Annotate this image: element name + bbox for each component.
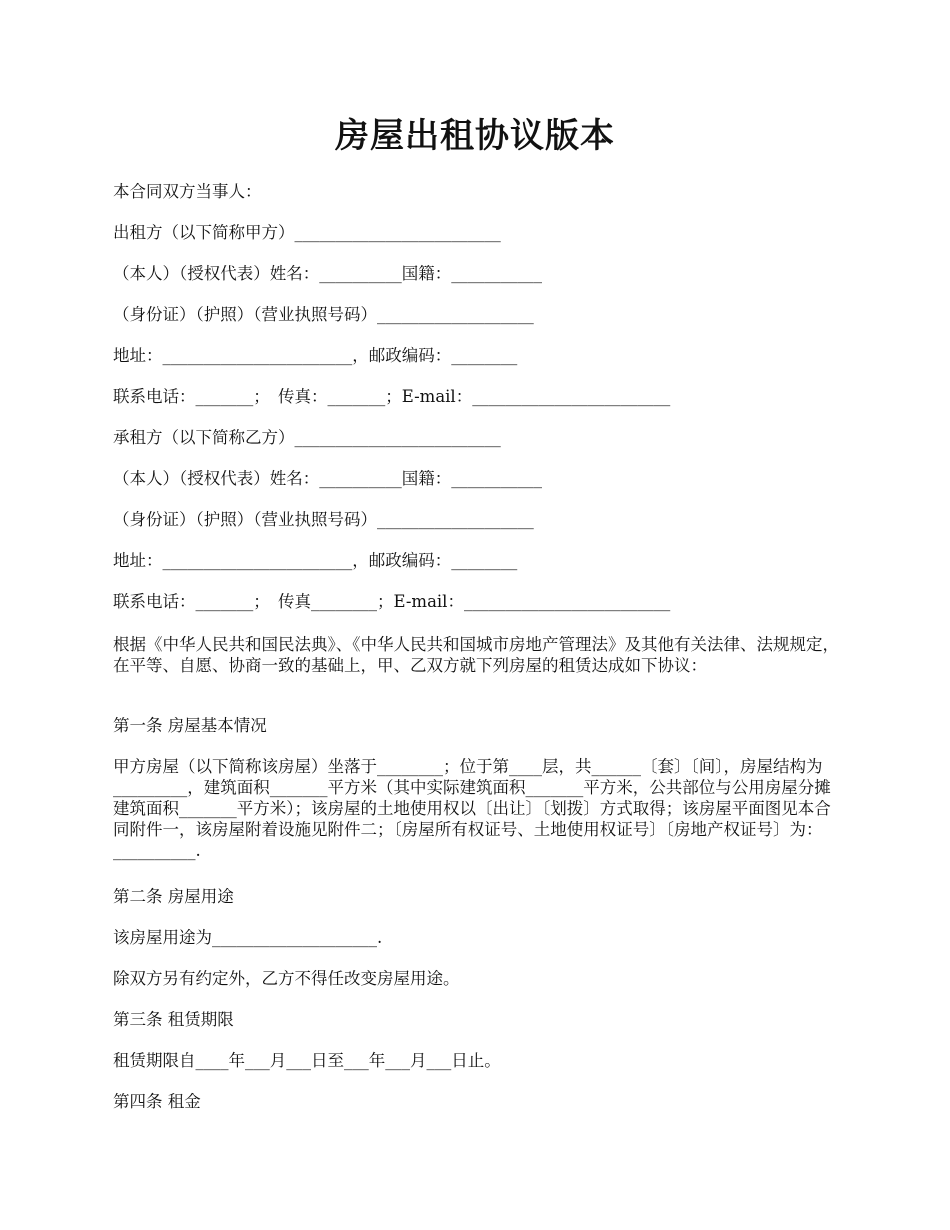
lessee-line: 承租方（以下简称乙方）_________________________ bbox=[113, 428, 501, 447]
lease-term-line: 租赁期限自____年___月___日至___年___月___日止。 bbox=[113, 1051, 501, 1070]
lessor-line: 出租方（以下简称甲方）_________________________ bbox=[113, 223, 501, 242]
lessee-address-line: 地址：_______________________，邮政编码：________ bbox=[113, 551, 518, 570]
lessor-id-line: （身份证）（护照）（营业执照号码）___________________ bbox=[113, 305, 534, 324]
article-1-heading: 第一条 房屋基本情况 bbox=[113, 716, 267, 735]
article-1-paragraph: 甲方房屋（以下简称该房屋）坐落于________；位于第____层，共______〔套〕〔间〕，房屋结构为_________，建筑面积_______平方米（其中实际建筑面积_______平方米，公共部位与公用房屋分摊建筑面积_______平方米）；该房屋的土地使用权以〔出让〕〔划拨〕方式取得；该房屋平面图见本合同附件一，该房屋附着设施见附件二；〔房屋所有权证号、土地使用权证号〕〔房地产权证号〕为：__________. bbox=[113, 757, 831, 860]
article-3-heading: 第三条 租赁期限 bbox=[113, 1010, 234, 1029]
usage-restriction-line: 除双方另有约定外，乙方不得任改变房屋用途。 bbox=[113, 969, 460, 988]
legal-basis-paragraph: 根据《中华人民共和国民法典》、《中华人民共和国城市房地产管理法》及其他有关法律、法规规定，在平等、自愿、协商一致的基础上，甲、乙双方就下列房屋的租赁达成如下协议： bbox=[113, 635, 839, 675]
parties-intro: 本合同双方当事人： bbox=[113, 182, 262, 201]
document-title: 房屋出租协议版本 bbox=[335, 116, 615, 156]
lessor-contact-line: 联系电话：_______； 传真：_______；E-mail：________________________ bbox=[113, 387, 671, 406]
lessor-name-nationality: （本人）（授权代表）姓名：__________国籍：___________ bbox=[113, 264, 542, 283]
article-4-heading: 第四条 租金 bbox=[113, 1092, 201, 1111]
usage-line: 该房屋用途为____________________. bbox=[113, 928, 383, 947]
lessor-address-line: 地址：_______________________，邮政编码：________ bbox=[113, 346, 518, 365]
lessee-id-line: （身份证）（护照）（营业执照号码）___________________ bbox=[113, 510, 534, 529]
lessee-contact-line: 联系电话：_______； 传真________；E-mail：_________________________ bbox=[113, 592, 671, 611]
lessee-name-nationality: （本人）（授权代表）姓名：__________国籍：___________ bbox=[113, 469, 542, 488]
article-2-heading: 第二条 房屋用途 bbox=[113, 887, 234, 906]
